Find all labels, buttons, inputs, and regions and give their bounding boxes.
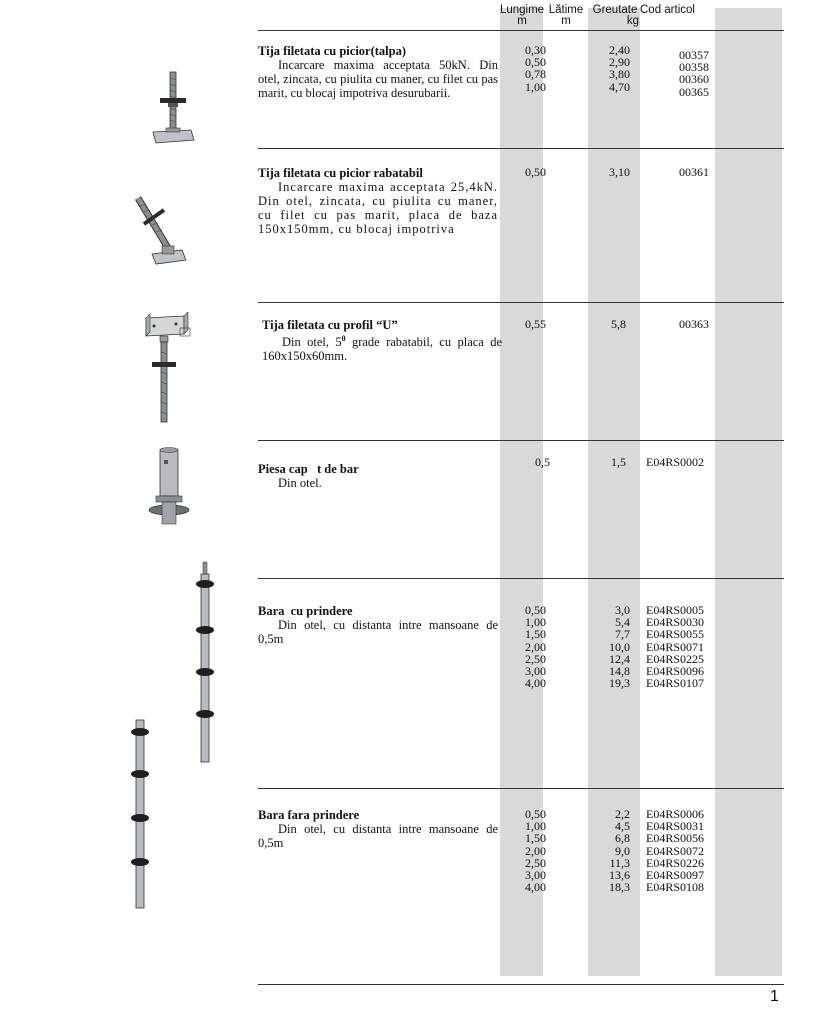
weight-value: 9,0 — [615, 843, 630, 858]
ledger-tube-without-coupler-image — [126, 718, 154, 910]
article-code: E04RS0002 — [646, 455, 705, 469]
weight-value: 4,5 — [615, 819, 630, 834]
length-value: 2,50 — [525, 651, 546, 666]
code-values — [646, 604, 726, 689]
product-description — [262, 318, 502, 363]
length-values — [516, 44, 546, 93]
length-values — [516, 318, 546, 330]
product-description — [258, 44, 498, 100]
length-values — [516, 166, 546, 178]
footer-rule — [258, 984, 784, 985]
article-code: E04RS0108 — [646, 880, 705, 895]
article-code: E04RS0056 — [646, 831, 705, 846]
header-latime-unit: m — [561, 15, 571, 27]
code-values — [646, 808, 726, 893]
product-description — [258, 808, 498, 850]
header-rule — [258, 30, 784, 31]
weight-value: 12,4 — [609, 651, 630, 666]
weight-value: 5,8 — [611, 317, 626, 331]
article-code: E04RS0031 — [646, 819, 705, 834]
tilting-screw-jack-image — [130, 192, 190, 268]
weight-value: 3,10 — [609, 165, 630, 179]
article-code: E04RS0097 — [646, 868, 705, 883]
article-code: 00360 — [679, 72, 709, 87]
length-value: 0,50 — [525, 165, 546, 179]
row-separator — [258, 302, 784, 303]
header-greutate-unit: kg — [626, 15, 639, 27]
length-value: 0,50 — [525, 55, 546, 70]
article-code: 00358 — [679, 60, 709, 75]
length-value: 4,00 — [525, 880, 546, 895]
weight-value: 14,8 — [609, 664, 630, 679]
length-value: 3,00 — [525, 664, 546, 679]
length-value: 4,00 — [525, 676, 546, 691]
page-number: 1 — [770, 988, 779, 1005]
weight-value: 13,6 — [609, 868, 630, 883]
degree-superscript: 0 — [341, 334, 346, 343]
product-text: Din otel. — [278, 476, 322, 490]
product-text: Incarcare maxima acceptata 25,4kN. Din otel, zincata, cu piulita cu maner, cu filet cu pas marit, placa de baza 150x150mm, cu blocaj impotriva — [258, 180, 498, 236]
weight-value: 5,4 — [615, 615, 630, 630]
weight-value: 19,3 — [609, 676, 630, 691]
weight-values — [598, 166, 630, 178]
product-text-part: Din otel, 5 — [282, 335, 342, 350]
length-value: 0,5 — [535, 455, 550, 469]
weight-value: 6,8 — [615, 831, 630, 846]
product-title: Piesa cap t de bar — [258, 462, 359, 476]
header-latime-label: Lătime — [548, 4, 584, 16]
length-values — [516, 808, 546, 893]
article-code: E04RS0030 — [646, 615, 705, 630]
weight-value: 1,5 — [611, 455, 626, 469]
weight-value: 3,0 — [615, 603, 630, 617]
article-code: E04RS0107 — [646, 676, 705, 691]
length-value: 1,00 — [525, 615, 546, 630]
length-value: 1,50 — [525, 831, 546, 846]
length-value: 2,00 — [525, 843, 546, 858]
bar-end-piece-image — [146, 446, 192, 530]
weight-values — [598, 44, 630, 93]
product-description — [258, 166, 498, 236]
article-code: E04RS0055 — [646, 627, 705, 642]
article-code: E04RS0006 — [646, 807, 705, 821]
weight-value: 10,0 — [609, 639, 630, 654]
length-value: 0,50 — [525, 603, 546, 617]
header-greutate-label: Greutate — [592, 4, 638, 16]
length-value: 3,00 — [525, 868, 546, 883]
article-code: E04RS0225 — [646, 651, 705, 666]
length-value: 0,78 — [525, 67, 546, 82]
product-text-part: grade rabatabil, cu placa de 160x150x60mm. — [262, 335, 503, 364]
article-code: E04RS0071 — [646, 639, 705, 654]
product-title: Bara fara prindere — [258, 808, 360, 822]
product-text: Din otel, cu distanta intre mansoane de 0,5m — [258, 618, 498, 646]
weight-value: 2,40 — [609, 43, 630, 57]
ledger-tube-with-coupler-image — [192, 560, 218, 764]
length-value: 2,00 — [525, 639, 546, 654]
length-value: 2,50 — [525, 855, 546, 870]
weight-value: 4,70 — [609, 79, 630, 94]
screw-jack-image — [148, 70, 198, 150]
code-values — [646, 456, 726, 468]
header-greutate — [585, 5, 645, 27]
product-title: Tija filetata cu picior rabatabil — [258, 166, 423, 180]
product-title: Bara cu prindere — [258, 604, 353, 618]
header-lungime-unit: m — [517, 15, 527, 27]
header-cod-articol: Cod articol — [640, 4, 695, 16]
header-lungime — [497, 5, 547, 27]
weight-values — [594, 456, 626, 468]
product-text — [262, 332, 502, 363]
length-value: 1,50 — [525, 627, 546, 642]
weight-values — [598, 808, 630, 893]
product-title: Tija filetata cu profil “U” — [262, 318, 398, 332]
article-code: 00363 — [679, 317, 709, 331]
row-separator — [258, 440, 784, 441]
length-value: 1,00 — [525, 79, 546, 94]
article-code: 00365 — [679, 84, 709, 99]
length-value: 1,00 — [525, 819, 546, 834]
row-separator — [258, 578, 784, 579]
code-values — [679, 318, 759, 330]
header-lungime-label: Lungime — [499, 4, 545, 16]
weight-value: 2,2 — [615, 807, 630, 821]
product-title: Tija filetata cu picior(talpa) — [258, 44, 407, 58]
product-text: Din otel, cu distanta intre mansoane de 0,5m — [258, 822, 498, 850]
row-separator — [258, 148, 784, 149]
code-values — [679, 49, 759, 98]
weight-value: 7,7 — [615, 627, 630, 642]
length-value: 0,50 — [525, 807, 546, 821]
weight-value: 11,3 — [609, 855, 630, 870]
length-value: 0,55 — [525, 317, 546, 331]
article-code: 00357 — [679, 48, 709, 62]
length-values — [520, 456, 550, 468]
article-code: E04RS0226 — [646, 855, 705, 870]
article-code: 00361 — [679, 165, 709, 179]
article-code: E04RS0096 — [646, 664, 705, 679]
u-head-jack-image — [140, 312, 198, 424]
product-text: Incarcare maxima acceptata 50kN. Din otel, zincata, cu piulita cu maner, cu filet cu pas marit, cu blocaj impotriva desurubarii. — [258, 58, 498, 100]
product-description — [258, 462, 498, 490]
length-values — [516, 604, 546, 689]
weight-value: 3,80 — [609, 67, 630, 82]
weight-value: 2,90 — [609, 55, 630, 70]
article-code: E04RS0072 — [646, 843, 705, 858]
length-value: 0,30 — [525, 43, 546, 57]
weight-value: 18,3 — [609, 880, 630, 895]
code-values — [679, 166, 759, 178]
article-code: E04RS0005 — [646, 603, 705, 617]
weight-values — [598, 604, 630, 689]
header-latime — [543, 5, 589, 27]
row-separator — [258, 788, 784, 789]
weight-values — [594, 318, 626, 330]
product-description — [258, 604, 498, 646]
